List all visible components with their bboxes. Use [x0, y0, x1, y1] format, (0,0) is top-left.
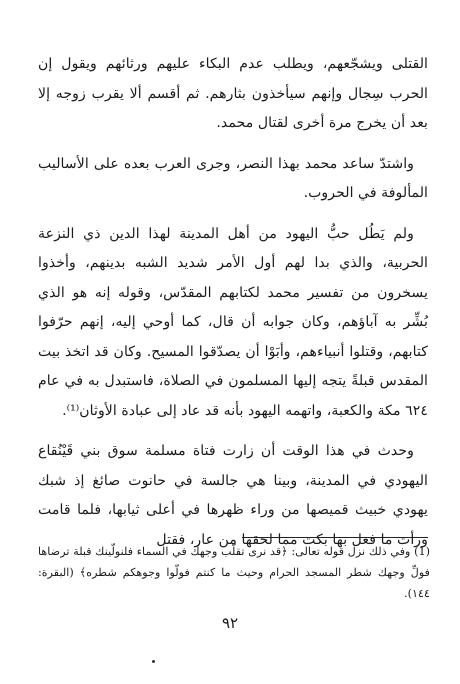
paragraph-4: وحدث في هذا الوقت أن زارت فتاة مسلمة سوق بني قَيْنُقاع اليهودي في المدينة، وبينا هي جالسة في حانوت صائغ إذ شبك يهودي خبيث قميصها من وراء ظهرها في أعلى ثيابها، فلما قامت ورأت ما فعل بها بكت مما لحقها من عار، فقتل [38, 443, 428, 548]
paragraph-2: واشتدّ ساعد محمد بهذا النصر، وجرى العرب بعده على الأساليب المألوفة في الحروب. [38, 155, 428, 201]
paragraph-1: القتلى ويشجّعهم، ويطلب عدم البكاء عليهم ورثائهم ويقول إن الحرب سِجال وإنهم سيأخذون بثارهم. ثم أقسم ألا يقرب زوجه إلا بعد أن يخرج مرة أخرى لقتال محمد. [38, 56, 428, 131]
footnote-text: (1) وفي ذلك نزل قوله تعالى: ﴿قد نرى تقلّب وجهك في السماء فلنولّينك قبلة ترضاها فولِّ وجهك شطر المسجد الحرام وحيث ما كنتم فولّوا وجوهكم شطره﴾ (البقرة: ١٤٤). [38, 545, 430, 600]
footnote-divider [242, 537, 428, 538]
page-number: ٩٢ [221, 614, 239, 632]
ink-dot [152, 660, 155, 663]
body-text [38, 50, 428, 555]
paragraph-3: ولم يَطُل حبُّ اليهود من أهل المدينة لهذا الدين ذي النزعة الحربية، والذي بدا لهم أول الأمر شديد الشبه بدينهم، وأخذوا يسخرون من تفسير محمد لكتابهم المقدّس، وقوله إنه هو الذي بُشِّر به آباؤهم، وكان جوابه أن قال، كما أوحي إليه، إنهم حرّفوا كتابهم، وقتلوا أنبياءهم، وأبَوْا أن يصدّقوا المسيح. وكان قد اتخذ بيت المقدس قبلةً يتجه إليها المسلمون في الصلاة، فاستبدل به في عام ٦٢٤ مكة والكعبة، واتهمه اليهود بأنه قد عاد إلى عبادة الأوثان⁽¹⁾. [38, 225, 428, 419]
